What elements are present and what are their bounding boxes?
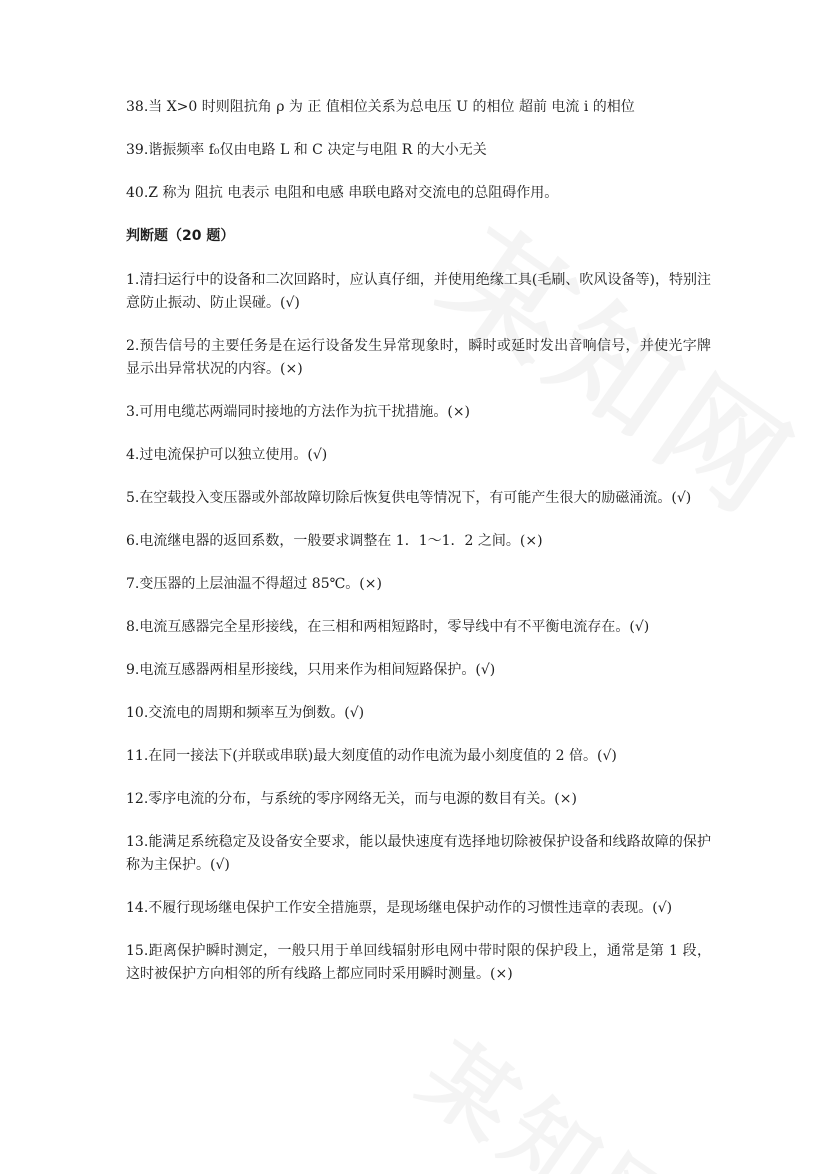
question-40: 40.Z 称为 阻抗 电表示 电阻和电感 串联电路对交流电的总阻碍作用。 (126, 185, 559, 201)
judge-item-11: 11.在同一接法下(并联或串联)最大刻度值的动作电流为最小刻度值的 2 倍。(√) (126, 748, 617, 764)
judge-item-10: 10.交流电的周期和频率互为倒数。(√) (126, 705, 365, 721)
judge-item-14: 14.不履行现场继电保护工作安全措施票，是现场继电保护动作的习惯性违章的表现。(√) (126, 900, 673, 916)
judge-item-1: 1.清扫运行中的设备和二次回路时，应认真仔细，并使用绝缘工具(毛刷、吹风设备等)，特别注意防止振动、防止误碰。(√) (126, 272, 711, 311)
question-38: 38.当 X>0 时则阻抗角 ρ 为 正 值相位关系为总电压 U 的相位 超前 电流 i 的相位 (126, 99, 635, 115)
judge-item-7: 7.变压器的上层油温不得超过 85℃。(×) (126, 576, 382, 592)
judge-item-9: 9.电流互感器两相星形接线，只用来作为相间短路保护。(√) (126, 662, 496, 678)
judge-item-4: 4.过电流保护可以独立使用。(√) (126, 447, 328, 463)
judge-item-5: 5.在空载投入变压器或外部故障切除后恢复供电等情况下，有可能产生很大的励磁涌流。(√) (126, 490, 692, 506)
judge-item-6: 6.电流继电器的返回系数，一般要求调整在 1．1～1．2 之间。(×) (126, 533, 543, 549)
section-heading: 判断题（20 题） (126, 228, 235, 244)
judge-item-12: 12.零序电流的分布，与系统的零序网络无关，而与电源的数目有关。(×) (126, 791, 577, 807)
judge-item-15: 15.距离保护瞬时测定，一般只用于单回线辐射形电网中带时限的保护段上，通常是第 1 段，这时被保护方向相邻的所有线路上都应同时采用瞬时测量。(×) (126, 943, 711, 982)
question-39: 39.谐振频率 f₀仅由电路 L 和 C 决定与电阻 R 的大小无关 (126, 142, 487, 158)
document-body (126, 96, 711, 1006)
judge-item-13: 13.能满足系统稳定及设备安全要求，能以最快速度有选择地切除被保护设备和线路故障的保护称为主保护。(√) (126, 834, 711, 873)
watermark (400, 1006, 720, 1174)
judge-item-2: 2.预告信号的主要任务是在运行设备发生异常现象时，瞬时或延时发出音响信号，并使光字牌显示出异常状况的内容。(×) (126, 338, 711, 377)
judge-item-8: 8.电流互感器完全星形接线，在三相和两相短路时，零导线中有不平衡电流存在。(√) (126, 619, 650, 635)
judge-item-3: 3.可用电缆芯两端同时接地的方法作为抗干扰措施。(×) (126, 404, 471, 420)
